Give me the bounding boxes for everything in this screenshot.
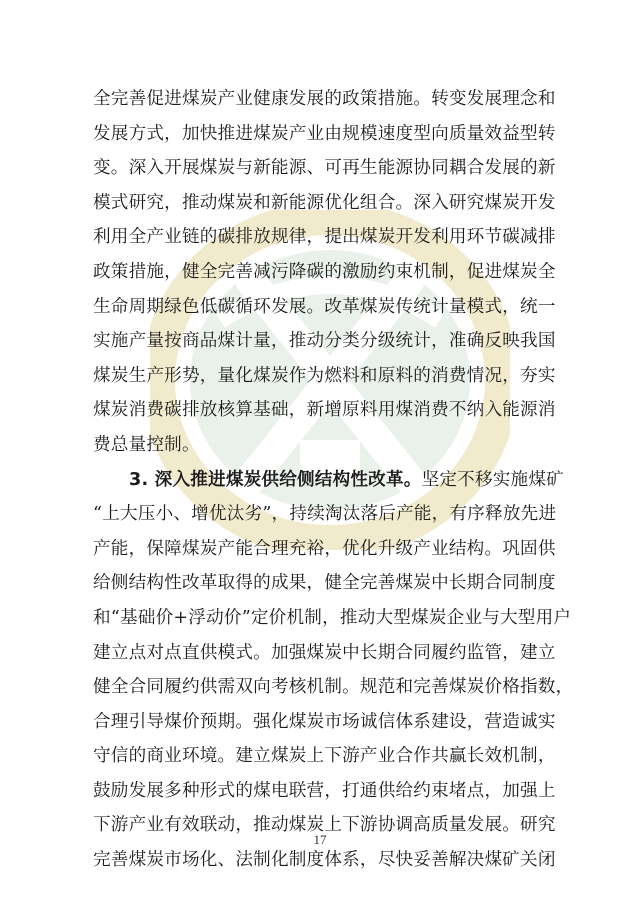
text-line: 费总量控制。 <box>93 434 200 455</box>
text-line: 煤炭生产形势，量化煤炭作为燃料和原料的消费情况，夯实 <box>93 365 556 386</box>
text-line: 利用全产业链的碳排放规律，提出煤炭开发利用环节碳减排 <box>93 227 556 248</box>
page-number: 17 <box>313 832 327 847</box>
text-line: 守信的商业环境。建立煤炭上下游产业合作共赢长效机制， <box>93 746 556 767</box>
text-line: 变。深入开展煤炭与新能源、可再生能源协同耦合发展的新 <box>93 158 556 179</box>
text-line: 建立点对点直供模式。加强煤炭中长期合同履约监管，建立 <box>93 642 556 663</box>
text-line: 煤炭消费碳排放核算基础，新增原料用煤消费不纳入能源消 <box>93 400 556 421</box>
text-line: 和“基础价+浮动价”定价机制，推动大型煤炭企业与大型用户 <box>93 607 572 628</box>
section-heading: 3. 深入推进煤炭供给侧结构性改革。 <box>129 469 422 490</box>
text-line: 实施产量按商品煤计量，推动分类分级统计，准确反映我国 <box>93 331 556 352</box>
text-line: 发展方式，加快推进煤炭产业由规模速度型向质量效益型转 <box>93 123 556 144</box>
text-line: 生命周期绿色低碳循环发展。改革煤炭传统计量模式，统一 <box>93 296 556 317</box>
text-line: 合理引导煤价预期。强化煤炭市场诚信体系建设，营造诚实 <box>93 711 556 732</box>
text-line: 健全合同履约供需双向考核机制。规范和完善煤炭价格指数， <box>93 677 574 698</box>
text-line: 给侧结构性改革取得的成果，健全完善煤炭中长期合同制度 <box>93 573 556 594</box>
text-line: 鼓励发展多种形式的煤电联营，打通供给约束堵点，加强上 <box>93 780 556 801</box>
page-body <box>93 82 574 878</box>
text-line: 政策措施，健全完善减污降碳的激励约束机制，促进煤炭全 <box>93 261 556 282</box>
text-line: 全完善促进煤炭产业健康发展的政策措施。转变发展理念和 <box>93 89 556 109</box>
text-line: 产能，保障煤炭产能合理充裕，优化升级产业结构。巩固供 <box>93 538 556 559</box>
text-line: “上大压小、增优汰劣”，持续淘汰落后产能，有序释放先进 <box>93 504 557 525</box>
text-line: 模式研究，推动煤炭和新能源优化组合。深入研究煤炭开发 <box>93 192 556 213</box>
section-heading-rest: 坚定不移实施煤矿 <box>421 469 564 490</box>
text-line: 下游产业有效联动，推动煤炭上下游协调高质量发展。研究 <box>93 815 556 836</box>
section-heading-line <box>93 463 564 498</box>
text-line: 完善煤炭市场化、法制化制度体系，尽快妥善解决煤矿关闭 <box>93 850 556 871</box>
paragraph-section-3 <box>93 463 574 878</box>
paragraph-policy <box>93 82 556 463</box>
